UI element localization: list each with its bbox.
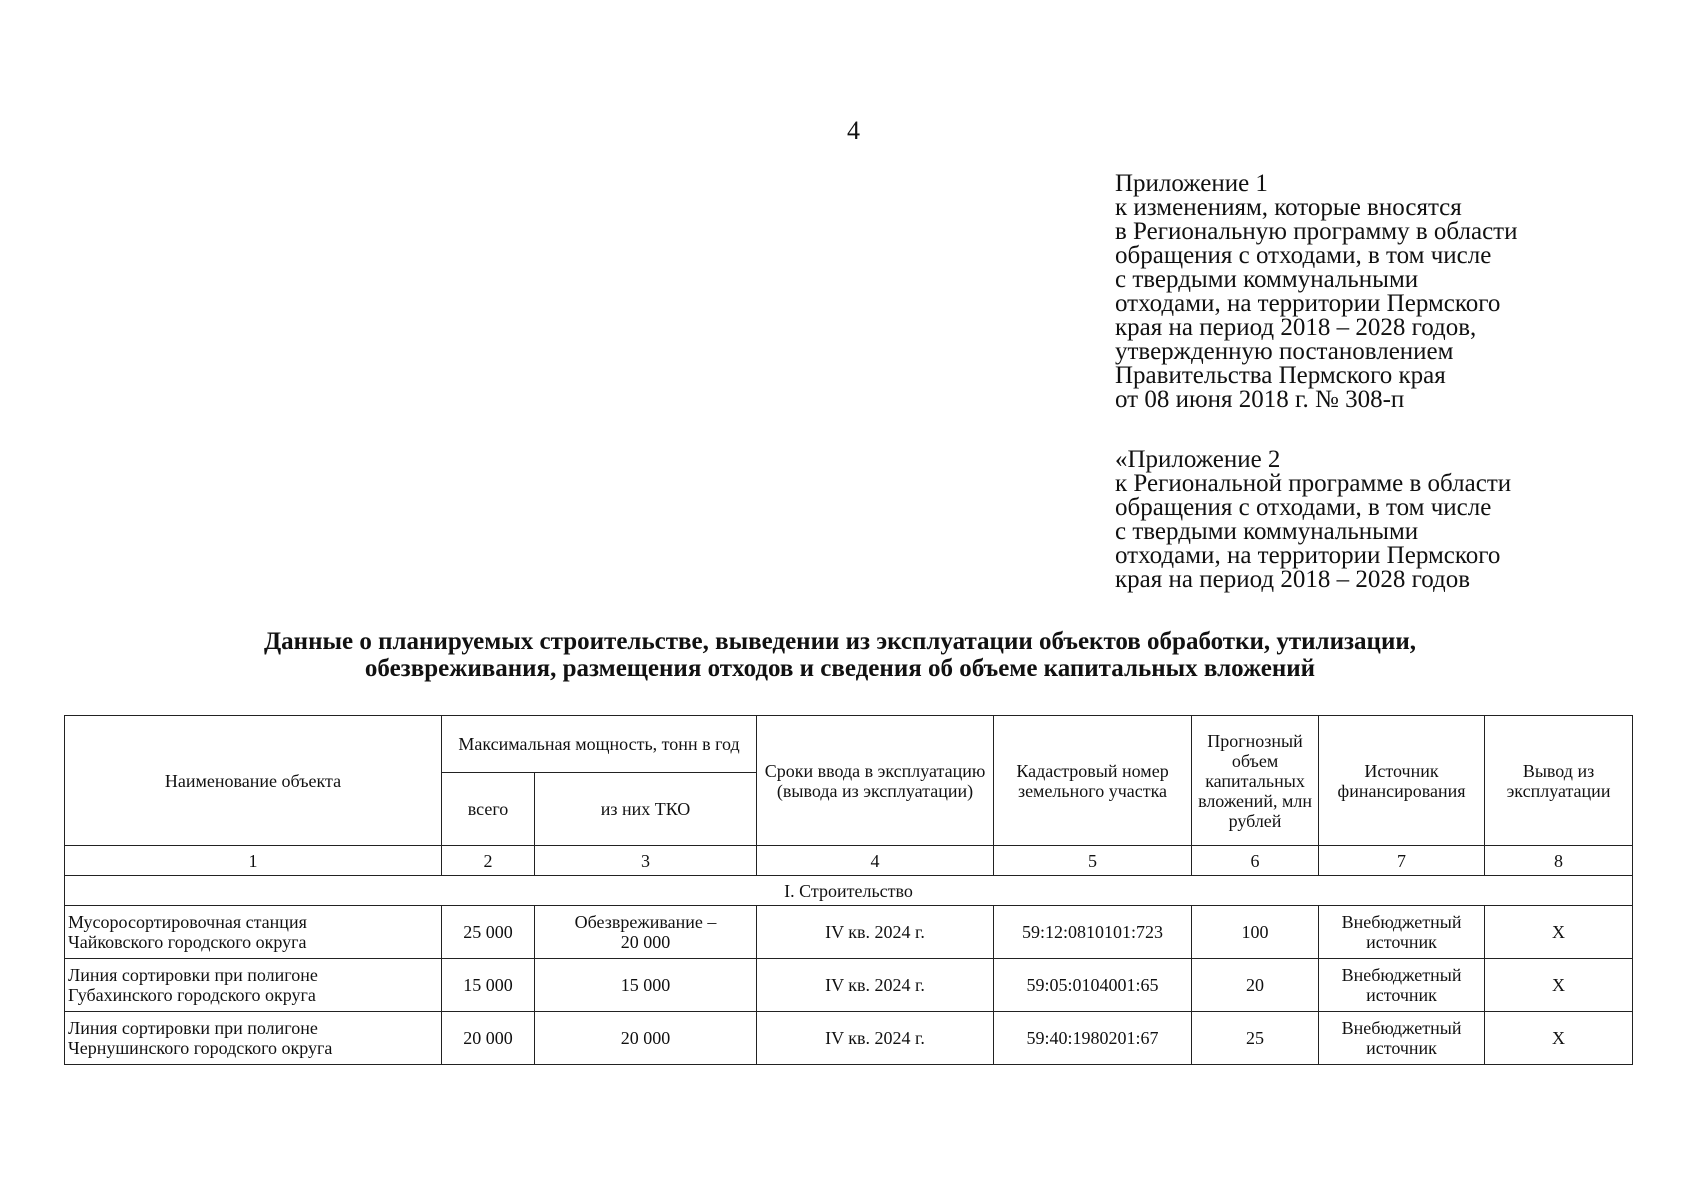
header-funding-source: Источник финансирования [1319,716,1485,846]
object-name-cell [65,959,442,1012]
header-max-capacity: Максимальная мощность, тонн в год [442,716,757,773]
funding-source-line: Внебюджетный [1341,1018,1462,1038]
section-row [65,876,1633,906]
capacity-tko-line: 20 000 [620,1028,671,1048]
header-cadastral-number: Кадастровый номер земельного участка [994,716,1192,846]
column-number-row [65,846,1633,876]
appendix-1-line: Приложение 1 [1115,170,1268,197]
object-name-line: Линия сортировки при полигоне [68,965,318,985]
header-object-name: Наименование объекта [65,716,442,846]
capacity-tko-line: Обезвреживание – [574,912,717,932]
header-investment-volume: Прогнозный объем капитальных вложений, млн рублей [1192,716,1319,846]
appendix-2-line: обращения с отходами, в том числе [1115,494,1492,521]
header-capacity-total: всего [442,773,535,846]
capacity-tko-cell [535,1012,757,1065]
appendix-1-line: Правительства Пермского края [1115,362,1446,389]
funding-source-line: Внебюджетный [1341,912,1462,932]
column-number: 8 [1485,846,1633,876]
appendix-1-line: края на период 2018 – 2028 годов, [1115,314,1477,341]
header-commissioning-dates: Сроки ввода в эксплуатацию (вывода из эксплуатации) [757,716,994,846]
appendix-1-line: с твердыми коммунальными [1115,266,1419,293]
capacity-tko-line: 15 000 [620,975,671,995]
column-number: 1 [65,846,442,876]
column-number: 2 [442,846,535,876]
table-row [65,959,1633,1012]
document-title [120,628,1560,682]
appendix-2-line: края на период 2018 – 2028 годов [1115,566,1471,593]
header-decommissioning: Вывод из эксплуатации [1485,716,1633,846]
object-name-line: Линия сортировки при полигоне [68,1018,318,1038]
funding-source-line: источник [1366,985,1437,1005]
capacity-tko-cell [535,906,757,959]
appendix-2-line: «Приложение 2 [1115,446,1281,473]
appendix-1-line: в Региональную программу в области [1115,218,1518,245]
appendix-1-line: обращения с отходами, в том числе [1115,242,1492,269]
cadastral-number-cell: 59:40:1980201:67 [994,1012,1192,1065]
capacity-tko-line: 20 000 [620,932,671,952]
decommission-cell: X [1485,906,1633,959]
funding-source-line: источник [1366,932,1437,952]
objects-table [64,715,1633,1065]
table-row [65,1012,1633,1065]
appendix-1-line: к изменениям, которые вносятся [1115,194,1462,221]
capacity-total-cell: 15 000 [442,959,535,1012]
appendix-1-line: отходами, на территории Пермского [1115,290,1501,317]
header-capacity-tko: из них ТКО [535,773,757,846]
object-name-cell [65,1012,442,1065]
investment-cell: 100 [1192,906,1319,959]
column-number: 3 [535,846,757,876]
decommission-cell: X [1485,1012,1633,1065]
column-number: 5 [994,846,1192,876]
object-name-line: Губахинского городского округа [68,985,316,1005]
column-number: 6 [1192,846,1319,876]
table-header-row [65,716,1633,773]
document-title-line: обезвреживания, размещения отходов и сведения об объеме капитальных вложений [364,655,1316,682]
object-name-line: Чайковского городского округа [68,932,307,952]
investment-cell: 25 [1192,1012,1319,1065]
funding-source-cell [1319,1012,1485,1065]
appendix-2-line: к Региональной программе в области [1115,470,1512,497]
appendix-2-line: с твердыми коммунальными [1115,518,1419,545]
object-name-line: Мусоросортировочная станция [68,912,307,932]
commissioning-date-cell: IV кв. 2024 г. [757,959,994,1012]
table-row [65,906,1633,959]
page-number: 4 [847,116,860,145]
funding-source-line: источник [1366,1038,1437,1058]
appendix-1-note [1115,172,1635,412]
investment-cell: 20 [1192,959,1319,1012]
cadastral-number-cell: 59:05:0104001:65 [994,959,1192,1012]
section-title: I. Строительство [65,876,1633,906]
appendix-1-line: от 08 июня 2018 г. № 308-п [1115,386,1405,413]
cadastral-number-cell: 59:12:0810101:723 [994,906,1192,959]
funding-source-cell [1319,906,1485,959]
appendix-2-line: отходами, на территории Пермского [1115,542,1501,569]
capacity-total-cell: 25 000 [442,906,535,959]
column-number: 7 [1319,846,1485,876]
document-title-line: Данные о планируемых строительстве, выведении из эксплуатации объектов обработки, утилизации, [263,628,1416,655]
object-name-cell [65,906,442,959]
funding-source-cell [1319,959,1485,1012]
commissioning-date-cell: IV кв. 2024 г. [757,1012,994,1065]
capacity-total-cell: 20 000 [442,1012,535,1065]
decommission-cell: X [1485,959,1633,1012]
funding-source-line: Внебюджетный [1341,965,1462,985]
column-number: 4 [757,846,994,876]
appendix-1-line: утвержденную постановлением [1115,338,1454,365]
capacity-tko-cell [535,959,757,1012]
appendix-2-note [1115,448,1635,592]
commissioning-date-cell: IV кв. 2024 г. [757,906,994,959]
object-name-line: Чернушинского городского округа [68,1038,333,1058]
